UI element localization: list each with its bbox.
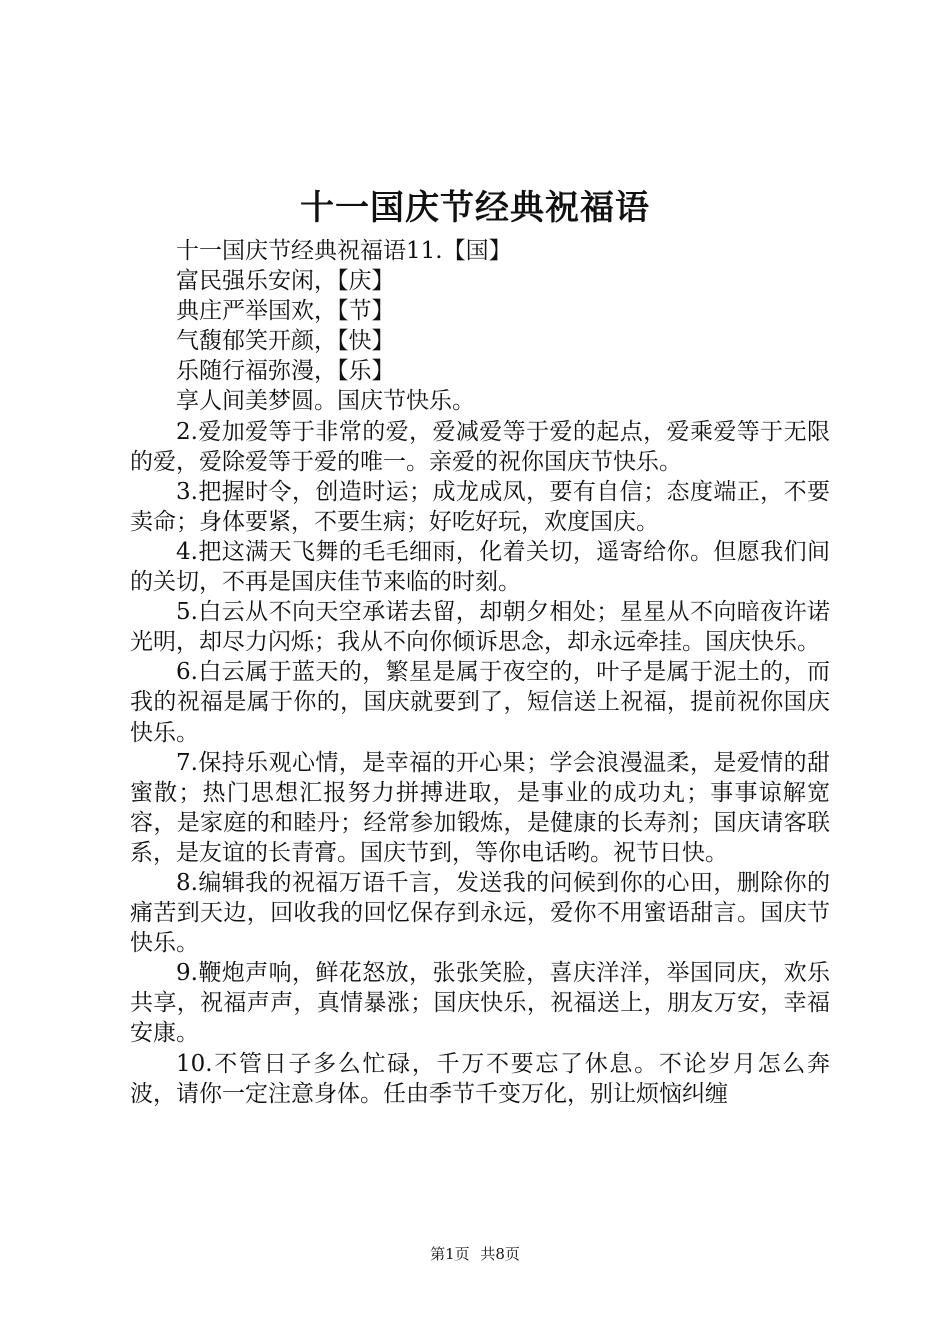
paragraph: 5.白云从不向天空承诺去留，却朝夕相处；星星从不向暗夜许诺光明，却尽力闪烁；我从不向你倾诉思念，却永远牵挂。国庆快乐。 (130, 599, 830, 656)
paragraph: 9.鞭炮声响，鲜花怒放，张张笑脸，喜庆洋洋，举国同庆，欢乐共享，祝福声声，真情暴涨；国庆快乐，祝福送上，朋友万安，幸福安康。 (130, 960, 830, 1047)
document-body (130, 236, 830, 1109)
paragraph: 2.爱加爱等于非常的爱，爱减爱等于爱的起点，爱乘爱等于无限的爱，爱除爱等于爱的唯一。亲爱的祝你国庆节快乐。 (130, 418, 830, 475)
document-title: 十一国庆节经典祝福语 (300, 188, 650, 228)
paragraph: 8.编辑我的祝福万语千言，发送我的问候到你的心田，删除你的痛苦到天边，回收我的回忆保存到永远，爱你不用蜜语甜言。国庆节快乐。 (130, 869, 830, 957)
paragraph: 10.不管日子多么忙碌，千万不要忘了休息。不论岁月怎么奔波，请你一定注意身体。任由季节千变万化，别让烦恼纠缠 (130, 1050, 830, 1107)
paragraph: 十一国庆节经典祝福语11.【国】 (176, 238, 512, 264)
paragraph: 6.白云属于蓝天的，繁星是属于夜空的，叶子是属于泥土的，而我的祝福是属于你的，国庆就要到了，短信送上祝福，提前祝你国庆快乐。 (130, 659, 830, 746)
page-footer (0, 1242, 950, 1266)
page-total: 共8页 (480, 1245, 520, 1263)
paragraph: 富民强乐安闲，【庆】 (176, 268, 395, 295)
paragraph: 4.把这满天飞舞的毛毛细雨，化着关切，遥寄给你。但愿我们间的关切，不再是国庆佳节来临的时刻。 (130, 538, 830, 596)
page-number: 第1页 (430, 1245, 470, 1263)
paragraph: 气馥郁笑开颜，【快】 (176, 328, 395, 355)
paragraph: 3.把握时令，创造时运；成龙成凤，要有自信；态度端正，不要卖命；身体要紧，不要生病；好吃好玩，欢度国庆。 (130, 478, 830, 535)
paragraph: 典庄严举国欢，【节】 (176, 298, 395, 325)
paragraph: 享人间美梦圆。国庆节快乐。 (176, 388, 475, 415)
paragraph: 乐随行福弥漫，【乐】 (176, 358, 395, 385)
paragraph: 7.保持乐观心情，是幸福的开心果；学会浪漫温柔，是爱情的甜蜜散；热门思想汇报努力拼搏进取，是事业的成功丸；事事谅解宽容，是家庭的和睦丹；经常参加锻炼，是健康的长寿剂；国庆请客联系，是友谊的长青膏。国庆节到，等你电话哟。祝节日快。 (130, 749, 830, 866)
